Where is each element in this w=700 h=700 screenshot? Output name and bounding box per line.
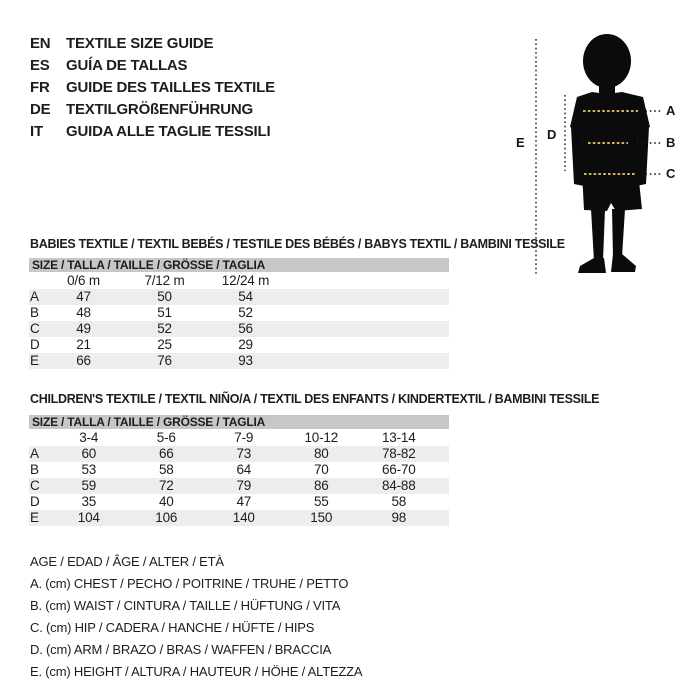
table-cell: 78-82: [381, 446, 416, 461]
measure-label-d: D: [547, 127, 557, 142]
table-cell: 47: [236, 494, 252, 509]
row-label: B: [30, 462, 39, 477]
measure-label-b: B: [666, 135, 676, 150]
measure-label-c: C: [666, 166, 676, 181]
language-title: GUIDA ALLE TAGLIE TESSILI: [66, 123, 271, 140]
table-cell: 86: [313, 478, 329, 493]
column-header-blank: [29, 272, 43, 289]
column-header-row: [29, 429, 449, 446]
table-cell: 51: [157, 305, 172, 320]
language-title: TEXTILE SIZE GUIDE: [66, 35, 214, 52]
children-size-table: [29, 415, 449, 526]
table-cell: 49: [76, 321, 91, 336]
row-label: B: [30, 305, 39, 320]
table-row: [29, 321, 449, 337]
measure-label-a: A: [666, 103, 676, 118]
legend-line-hip: C. (cm) HIP / CADERA / HANCHE / HÜFTE / HIPS: [30, 620, 315, 635]
table-cell: 48: [76, 305, 91, 320]
row-label: A: [30, 446, 39, 461]
size-header-bar: SIZE / TALLA / TAILLE / GRÖSSE / TAGLIA: [29, 415, 449, 429]
legend-line-height: E. (cm) HEIGHT / ALTURA / HAUTEUR / HÖHE / ALTEZZA: [30, 664, 363, 679]
babies-size-table: [29, 258, 449, 369]
measure-label-e: E: [516, 135, 525, 150]
table-cell: 54: [238, 289, 253, 304]
table-cell: 93: [238, 353, 253, 368]
row-label: C: [30, 478, 40, 493]
table-cell: 76: [157, 353, 172, 368]
table-cell: 21: [76, 337, 91, 352]
column-header: 7-9: [234, 430, 254, 445]
table-cell: 106: [155, 510, 178, 525]
table-cell: 80: [313, 446, 329, 461]
table-cell: 56: [238, 321, 253, 336]
table-cell: 84-88: [381, 478, 416, 493]
table-cell: 58: [391, 494, 407, 509]
row-label: C: [30, 321, 40, 336]
table-cell: 98: [391, 510, 407, 525]
table-row: [29, 289, 449, 305]
column-header: 3-4: [79, 430, 99, 445]
language-row-fr: [30, 77, 275, 99]
language-title: TEXTILGRÖßENFÜHRUNG: [66, 101, 254, 118]
column-header: 7/12 m: [144, 273, 185, 288]
column-header: 5-6: [156, 430, 176, 445]
children-section-title: CHILDREN'S TEXTILE / TEXTIL NIÑO/A / TEXTIL DES ENFANTS / KINDERTEXTIL / BAMBINI TESSILE: [30, 392, 600, 406]
table-cell: 29: [238, 337, 253, 352]
table-cell: 25: [157, 337, 172, 352]
language-title-list: [30, 33, 275, 143]
language-row-en: [30, 33, 275, 55]
table-row: [29, 510, 449, 526]
language-code: IT: [30, 123, 43, 140]
table-cell: 64: [236, 462, 252, 477]
table-row: [29, 494, 449, 510]
row-label: A: [30, 289, 39, 304]
column-header: 0/6 m: [67, 273, 100, 288]
table-cell: 53: [81, 462, 97, 477]
language-code: FR: [30, 79, 50, 96]
language-title: GUÍA DE TALLAS: [66, 57, 188, 74]
table-cell: 52: [157, 321, 172, 336]
table-cell: 79: [236, 478, 252, 493]
column-header: 10-12: [304, 430, 339, 445]
column-header: 12/24 m: [221, 273, 270, 288]
table-row: [29, 446, 449, 462]
table-cell: 58: [158, 462, 174, 477]
table-row: [29, 462, 449, 478]
table-cell: 35: [81, 494, 97, 509]
legend-line-waist: B. (cm) WAIST / CINTURA / TAILLE / HÜFTUNG / VITA: [30, 598, 341, 613]
table-cell: 140: [232, 510, 255, 525]
language-code: EN: [30, 35, 51, 52]
table-cell: 70: [313, 462, 329, 477]
table-cell: 47: [76, 289, 91, 304]
table-cell: 66: [158, 446, 174, 461]
size-header-bar: SIZE / TALLA / TAILLE / GRÖSSE / TAGLIA: [29, 258, 449, 272]
table-cell: 52: [238, 305, 253, 320]
column-header: 13-14: [381, 430, 416, 445]
table-cell: 55: [313, 494, 329, 509]
language-row-es: [30, 55, 275, 77]
row-label: D: [30, 494, 40, 509]
table-row: [29, 353, 449, 369]
language-row-it: [30, 121, 275, 143]
table-row: [29, 305, 449, 321]
table-cell: 66-70: [381, 462, 416, 477]
babies-section-title: BABIES TEXTILE / TEXTIL BEBÉS / TESTILE DES BÉBÉS / BABYS TEXTIL / BAMBINI TESSILE: [30, 237, 565, 251]
table-cell: 40: [158, 494, 174, 509]
table-cell: 104: [77, 510, 100, 525]
language-row-de: [30, 99, 275, 121]
table-cell: 150: [310, 510, 333, 525]
legend-line-age: AGE / EDAD / ÂGE / ALTER / ETÀ: [30, 554, 224, 569]
table-row: [29, 337, 449, 353]
measurement-legend: [30, 551, 362, 683]
table-row: [29, 478, 449, 494]
language-code: DE: [30, 101, 51, 118]
table-cell: 50: [157, 289, 172, 304]
language-title: GUIDE DES TAILLES TEXTILE: [66, 79, 275, 96]
legend-line-arm: D. (cm) ARM / BRAZO / BRAS / WAFFEN / BRACCIA: [30, 642, 332, 657]
row-label: D: [30, 337, 40, 352]
child-silhouette-icon: [570, 34, 650, 273]
language-code: ES: [30, 57, 50, 74]
legend-line-chest: A. (cm) CHEST / PECHO / POITRINE / TRUHE / PETTO: [30, 576, 349, 591]
table-cell: 59: [81, 478, 97, 493]
table-cell: 72: [158, 478, 174, 493]
column-header-row: [29, 272, 449, 289]
row-label: E: [30, 353, 39, 368]
table-cell: 73: [236, 446, 252, 461]
column-header-blank: [29, 429, 50, 446]
table-cell: 60: [81, 446, 97, 461]
table-cell: 66: [76, 353, 91, 368]
row-label: E: [30, 510, 39, 525]
